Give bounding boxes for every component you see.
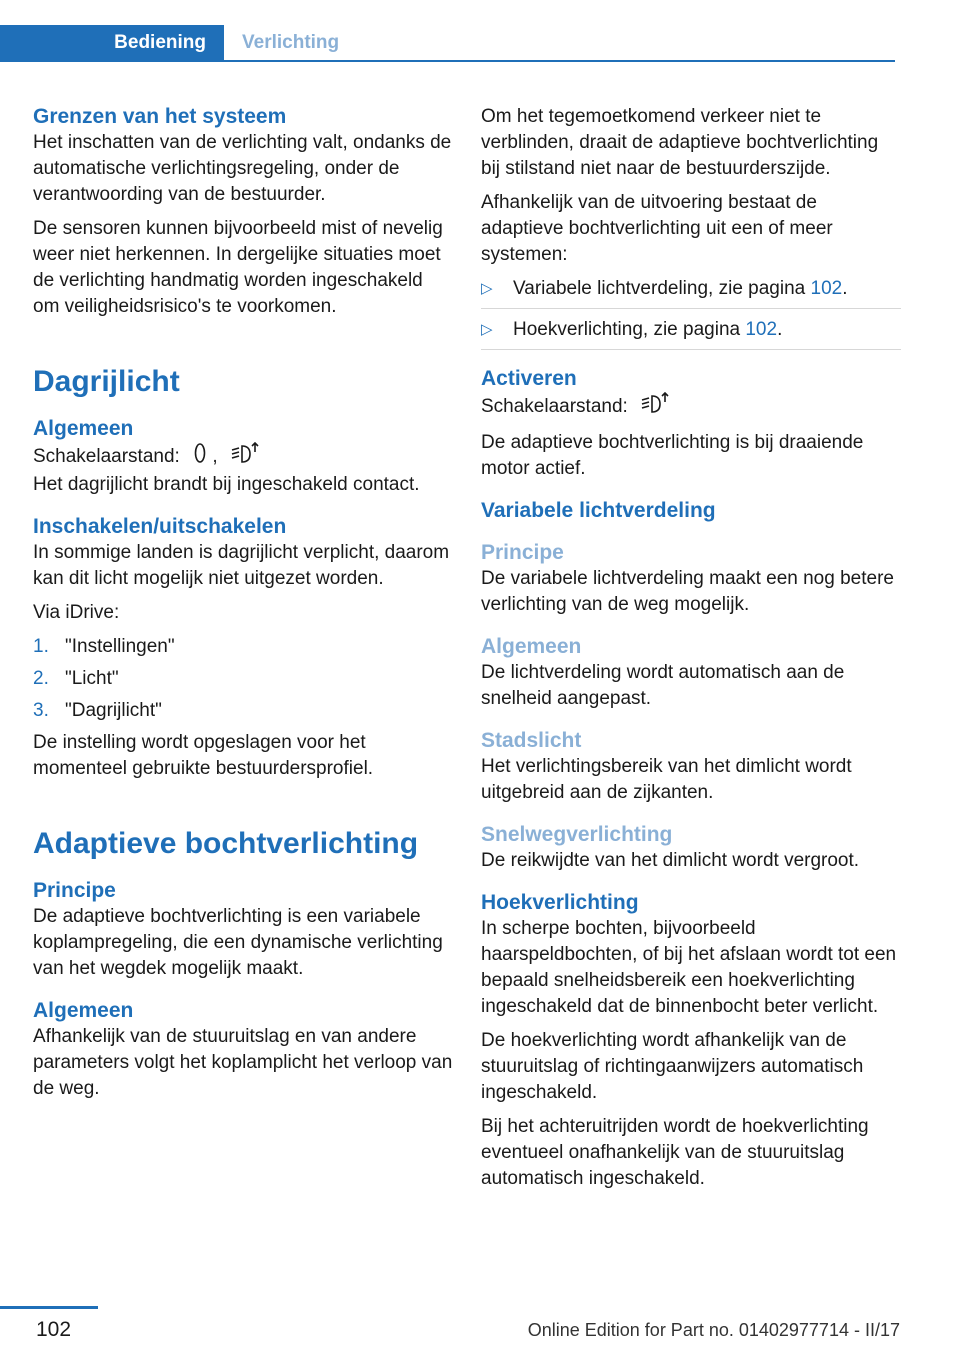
algemeen-2-paragraph: Afhankelijk van de stuuruitslag en van andere parameters volgt het koplamplicht het verloop van de weg. bbox=[33, 1026, 453, 1099]
step-number: 1. bbox=[33, 636, 49, 657]
list-item bbox=[33, 698, 453, 724]
auto-headlight-icon bbox=[231, 442, 261, 472]
bullet-end: . bbox=[777, 319, 783, 340]
right-paragraph-1: Om het tegemoetkomend verkeer niet te verblinden, draait de adaptieve bochtverlichting bij stilstand niet naar de bestuurderszijde. bbox=[481, 106, 879, 179]
schakelaarstand-line bbox=[33, 442, 453, 472]
page-number: 102 bbox=[36, 1318, 72, 1341]
schakelaarstand-label: Schakelaarstand: bbox=[33, 446, 180, 468]
subsubsection-title-algemeen: Algemeen bbox=[481, 635, 582, 658]
subsection-title-activeren: Activeren bbox=[481, 367, 577, 390]
variabele-algemeen-paragraph: De lichtverdeling wordt automatisch aan de snelheid aangepast. bbox=[481, 662, 845, 709]
list-item bbox=[481, 276, 901, 309]
section-title-dagrijlicht: Dagrijlicht bbox=[33, 365, 180, 398]
subsection-title-variabele: Variabele lichtverdeling bbox=[481, 499, 716, 522]
left-column bbox=[33, 104, 453, 1102]
variabele-principe-paragraph: De variabele lichtverdeling maakt een nog betere verlichting van de weg mogelijk. bbox=[481, 568, 894, 615]
bullet-triangle-icon: ▷ bbox=[481, 280, 493, 297]
right-column bbox=[481, 104, 901, 1192]
hoek-paragraph-1: In scherpe bochten, bijvoorbeeld haarspeldbochten, of bij het afslaan wordt tot een bepaald snelheidsbereik een hoekverlichting ingeschakeld dat de binnenbocht beter verlicht. bbox=[481, 918, 897, 1017]
step-text: "Dagrijlicht" bbox=[65, 700, 162, 721]
principe-paragraph: De adaptieve bochtverlichting is een variabele koplampregeling, die een dynamische verlichting van het wegdek mogelijk maakt. bbox=[33, 906, 443, 979]
subsubsection-title-principe: Principe bbox=[481, 541, 564, 564]
subsubsection-title-snelweg: Snelwegverlichting bbox=[481, 823, 673, 846]
inschakelen-paragraph: In sommige landen is dagrijlicht verplicht, daarom kan dit licht mogelijk niet uitgezet worden. bbox=[33, 542, 450, 589]
step-number: 3. bbox=[33, 700, 49, 721]
right-paragraph-2: Afhankelijk van de uitvoering bestaat de adaptieve bochtverlichting uit een of meer systemen: bbox=[481, 192, 833, 265]
list-item bbox=[33, 634, 453, 660]
subsubsection-title-stadslicht: Stadslicht bbox=[481, 729, 582, 752]
hoek-paragraph-2: De hoekverlichting wordt afhankelijk van de stuuruitslag of richtingaanwijzers automatisch ingeschakeld. bbox=[481, 1030, 864, 1103]
footer-rule bbox=[0, 1306, 98, 1309]
activeren-schakelaarstand-line bbox=[481, 392, 901, 422]
grenzen-paragraph-2: De sensoren kunnen bijvoorbeeld mist of nevelig weer niet herkennen. In dergelijke situaties moet de verlichting handmatig worden ingeschakeld om veiligheidsrisico's te voorkomen. bbox=[33, 218, 443, 317]
page-link[interactable]: 102 bbox=[745, 319, 778, 340]
section-title-adaptieve: Adaptieve bochtverlichting bbox=[33, 827, 419, 860]
hoek-paragraph-3: Bij het achteruitrijden wordt de hoekverlichting eventueel onafhankelijk van de stuuruitslag automatisch ingeschakeld. bbox=[481, 1116, 869, 1189]
bullet-triangle-icon: ▷ bbox=[481, 321, 493, 338]
stadslicht-paragraph: Het verlichtingsbereik van het dimlicht wordt uitgebreid aan de zijkanten. bbox=[481, 756, 852, 803]
systems-list bbox=[481, 276, 901, 350]
schakelaarstand-label: Schakelaarstand: bbox=[481, 396, 628, 418]
bullet-end: . bbox=[842, 278, 848, 299]
subsection-title-inschakelen: Inschakelen/uitschakelen bbox=[33, 515, 287, 538]
instelling-paragraph: De instelling wordt opgeslagen voor het momenteel gebruikte bestuurdersprofiel. bbox=[33, 732, 374, 779]
step-text: "Instellingen" bbox=[65, 636, 175, 657]
via-idrive-label: Via iDrive: bbox=[33, 602, 120, 623]
algemeen-paragraph: Het dagrijlicht brandt bij ingeschakeld contact. bbox=[33, 474, 420, 495]
comma-separator: , bbox=[212, 446, 218, 468]
idrive-steps-list bbox=[33, 634, 453, 724]
snelweg-paragraph: De reikwijdte van het dimlicht wordt vergroot. bbox=[481, 850, 860, 871]
header-tabs bbox=[0, 25, 895, 62]
section-title-grenzen: Grenzen van het systeem bbox=[33, 105, 287, 128]
activeren-paragraph: De adaptieve bochtverlichting is bij draaiende motor actief. bbox=[481, 432, 864, 479]
grenzen-paragraph-1: Het inschatten van de verlichting valt, ondanks de automatische verlichtingsregeling, onder de verantwoording van de bestuurder. bbox=[33, 132, 452, 205]
subsection-title-algemeen: Algemeen bbox=[33, 417, 134, 440]
step-number: 2. bbox=[33, 668, 49, 689]
list-item bbox=[481, 317, 901, 350]
edition-note: Online Edition for Part no. 01402977714 - II/17 bbox=[527, 1320, 900, 1340]
position-light-icon bbox=[193, 442, 207, 472]
step-text: "Licht" bbox=[65, 668, 119, 689]
page-link[interactable]: 102 bbox=[810, 278, 843, 299]
tab-bediening[interactable]: Bediening bbox=[0, 25, 224, 60]
bullet-text: Variabele lichtverdeling, zie pagina bbox=[513, 278, 811, 299]
list-item bbox=[33, 666, 453, 692]
tab-verlichting[interactable]: Verlichting bbox=[242, 32, 340, 53]
bullet-text: Hoekverlichting, zie pagina bbox=[513, 319, 746, 340]
auto-headlight-icon bbox=[641, 392, 671, 422]
subsection-title-algemeen-2: Algemeen bbox=[33, 999, 134, 1022]
subsection-title-principe: Principe bbox=[33, 879, 116, 902]
subsection-title-hoekverlichting: Hoekverlichting bbox=[481, 891, 639, 914]
